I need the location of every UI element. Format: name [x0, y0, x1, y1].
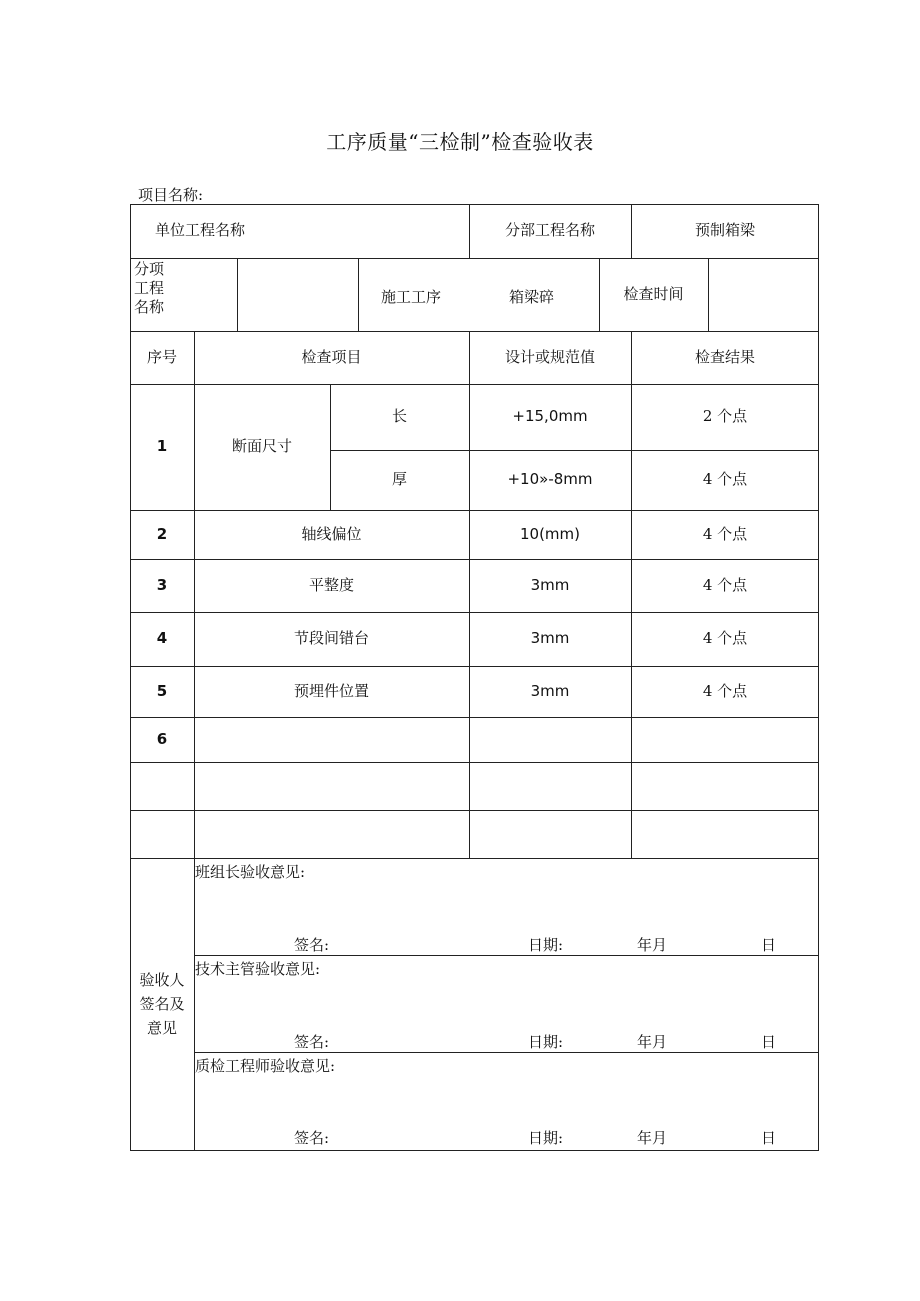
- empty-row-2[interactable]: [194, 810, 469, 858]
- row-5-result: 4 个点: [702, 681, 748, 700]
- date-label: 日期:: [528, 1033, 564, 1051]
- row-6-item[interactable]: [194, 717, 469, 762]
- row-6-seq: 6: [156, 729, 168, 748]
- row-1-sub-2-spec: +10»-8mm: [507, 470, 593, 489]
- date-label: 日期:: [528, 1129, 564, 1147]
- row-5-item: 预埋件位置: [293, 681, 369, 700]
- row-4-seq: 4: [156, 629, 168, 648]
- row-5-spec: 3mm: [530, 681, 570, 700]
- row-1-seq: 1: [156, 437, 168, 456]
- column-header-spec: 设计或规范值: [504, 347, 595, 366]
- row-3-seq: 3: [156, 575, 168, 594]
- team-leader-opinion-label: 班组长验收意见:: [195, 863, 306, 881]
- row-2-spec: 10(mm): [519, 524, 580, 543]
- project-name-label: 项目名称:: [138, 186, 204, 204]
- row-4-spec: 3mm: [530, 629, 570, 648]
- day-label: 日: [761, 1129, 777, 1147]
- column-header-result: 检查结果: [694, 347, 755, 366]
- row-2-result: 4 个点: [702, 524, 748, 543]
- year-month-label: 年月: [637, 1033, 668, 1051]
- row-6-spec[interactable]: [469, 717, 631, 762]
- signature-label: 签名:: [294, 936, 330, 954]
- row-2-item: 轴线偏位: [301, 524, 362, 543]
- division-project-value: 预制箱梁: [694, 221, 755, 240]
- row-3-item: 平整度: [308, 575, 354, 594]
- row-1-sub-1-spec: +15,0mm: [512, 407, 588, 426]
- year-month-label: 年月: [637, 1129, 668, 1147]
- row-3-result: 4 个点: [702, 575, 748, 594]
- acceptance-label: 验收人 签名及 意见: [139, 971, 185, 1037]
- subitem-project-label: 分项 工程 名称: [134, 260, 165, 316]
- construction-process-label: 施工工序: [381, 288, 442, 306]
- day-label: 日: [761, 936, 777, 954]
- check-time-label: 检查时间: [623, 284, 684, 303]
- row-1-sub-2-result: 4 个点: [702, 470, 748, 489]
- construction-process-value: 箱梁碎: [509, 288, 555, 306]
- check-time-value[interactable]: [708, 258, 818, 331]
- year-month-label: 年月: [637, 936, 668, 954]
- row-3-spec: 3mm: [530, 575, 570, 594]
- division-project-label: 分部工程名称: [504, 221, 595, 240]
- unit-project-label: 单位工程名称: [155, 221, 246, 240]
- row-5-seq: 5: [156, 681, 168, 700]
- signature-label: 签名:: [294, 1033, 330, 1051]
- empty-row-1[interactable]: [194, 762, 469, 810]
- row-1-sub-1-result: 2 个点: [702, 407, 748, 426]
- row-1-sub-1-name: 长: [391, 407, 407, 426]
- row-1-sub-2-name: 厚: [391, 470, 407, 489]
- quality-engineer-opinion-label: 质检工程师验收意见:: [195, 1057, 336, 1075]
- row-4-result: 4 个点: [702, 629, 748, 648]
- row-4-item: 节段间错台: [293, 629, 369, 648]
- subitem-project-value[interactable]: [237, 258, 358, 331]
- column-header-seq: 序号: [146, 347, 177, 366]
- row-2-seq: 2: [156, 524, 168, 543]
- date-label: 日期:: [528, 936, 564, 954]
- column-header-item: 检查项目: [301, 347, 362, 366]
- day-label: 日: [761, 1033, 777, 1051]
- row-6-result[interactable]: [631, 717, 819, 762]
- signature-label: 签名:: [294, 1129, 330, 1147]
- technical-supervisor-opinion-label: 技术主管验收意见:: [195, 960, 321, 978]
- row-1-item: 断面尺寸: [231, 437, 292, 456]
- page-title: 工序质量“三检制”检查验收表: [326, 130, 594, 154]
